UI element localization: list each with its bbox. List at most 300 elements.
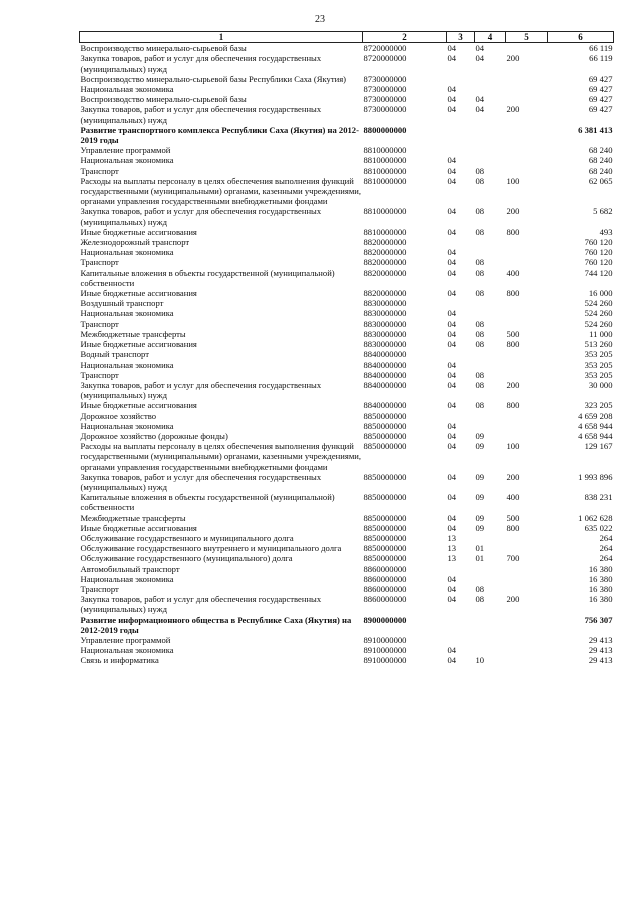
table-row [80,176,614,207]
row-amount: 353 205 [584,349,613,360]
row-subsection: 08 [475,379,485,390]
row-amount: 29 413 [588,655,613,666]
row-name: Обслуживание государственного и муниципального долга [80,532,294,543]
header-expense-type: 5 [506,32,548,43]
row-expense-type: 200 [506,206,520,217]
row-name: Управление программой [80,634,171,645]
row-amount: 5 682 [593,206,613,217]
row-expense-type [506,125,548,145]
row-section: 04 [447,369,457,380]
row-name: Капитальные вложения в объекты государственной (муниципальной) собственности [80,267,335,288]
row-name: Национальная экономика [80,359,174,370]
row-name: Водный транспорт [80,349,149,360]
row-code: 8850000000 [363,522,407,533]
row-section: 04 [447,645,457,656]
row-expense-type: 800 [506,288,520,299]
row-code: 8810000000 [363,145,407,156]
row-amount: 524 260 [584,308,613,319]
row-subsection: 09 [475,512,485,523]
row-section: 04 [447,84,457,95]
row-section [447,298,475,308]
row-name: Национальная экономика [80,247,174,258]
row-name: Национальная экономика [80,420,174,431]
table-row [80,513,614,523]
row-subsection [475,421,506,431]
row-subsection: 08 [475,226,485,237]
row-code: 8850000000 [363,543,407,554]
table-row [80,655,614,665]
row-section: 04 [447,430,457,441]
row-expense-type [506,155,548,165]
table-row [80,319,614,329]
row-subsection [475,349,506,359]
row-name: Железнодорожный транспорт [80,237,190,248]
row-section: 04 [447,318,457,329]
row-section: 04 [447,206,457,217]
row-amount: 29 413 [588,634,613,645]
row-name: Обслуживание государственного внутреннего и муниципального долга [80,543,342,554]
row-name: Национальная экономика [80,155,174,166]
row-amount: 4 659 208 [578,410,613,421]
row-expense-type [506,166,548,176]
row-expense-type [506,257,548,267]
table-row [80,635,614,645]
row-code: 8850000000 [363,410,407,421]
row-amount: 68 240 [588,165,613,176]
row-name: Воспроизводство минерально-сырьевой базы [80,43,247,54]
row-expense-type [506,237,548,247]
row-code: 8820000000 [363,257,407,268]
row-section: 04 [447,400,457,411]
row-amount: 16 380 [588,594,613,605]
row-name: Расходы на выплаты персоналу в целях обеспечения выполнения функций государственными (муниципальными) органами, казенными учреждениями, органами управления государственными внебюджетными фондами [80,441,362,472]
row-name: Дорожное хозяйство (дорожные фонды) [80,430,228,441]
table-row [80,268,614,288]
row-name: Связь и информатика [80,655,159,666]
row-subsection: 09 [475,430,485,441]
row-name: Закупка товаров, работ и услуг для обеспечения государственных (муниципальных) нужд [80,206,322,227]
row-section [447,635,475,645]
row-expense-type: 100 [506,441,520,452]
row-subsection: 08 [475,288,485,299]
row-section [447,74,475,84]
row-name: Межбюджетные трансферты [80,328,186,339]
row-name: Транспорт [80,257,119,268]
row-amount: 6 381 413 [578,124,613,135]
row-code: 8840000000 [363,369,407,380]
table-row [80,329,614,339]
row-expense-type: 500 [506,512,520,523]
row-name: Закупка товаров, работ и услуг для обеспечения государственных (муниципальных) нужд [80,104,322,125]
row-code: 8810000000 [363,206,407,217]
row-name: Обслуживание государственного (муниципального) долга [80,553,293,564]
row-name: Иные бюджетные ассигнования [80,400,197,411]
row-subsection: 08 [475,318,485,329]
row-code: 8730000000 [363,104,407,115]
row-section: 04 [447,441,457,452]
row-section: 04 [447,594,457,605]
row-subsection: 04 [475,43,485,54]
table-row [80,492,614,512]
row-amount: 69 427 [588,73,613,84]
row-amount: 66 119 [589,43,613,54]
row-amount: 69 427 [588,104,613,115]
row-name: Транспорт [80,165,119,176]
row-section: 04 [447,43,457,54]
row-code: 8860000000 [363,594,407,605]
row-section: 04 [447,257,457,268]
row-expense-type: 200 [506,471,520,482]
row-amount: 744 120 [584,267,613,278]
row-subsection [475,298,506,308]
row-code: 8910000000 [363,634,407,645]
row-code: 8730000000 [363,73,407,84]
row-subsection: 08 [475,165,485,176]
table-row [80,615,614,635]
row-expense-type [506,615,548,635]
row-code: 8810000000 [363,175,407,186]
table-row [80,74,614,84]
table-row [80,370,614,380]
row-expense-type [506,584,548,594]
table-row [80,543,614,553]
row-section: 13 [447,532,457,543]
row-expense-type [506,84,548,94]
table-row [80,421,614,431]
row-code: 8910000000 [363,655,407,666]
row-code: 8850000000 [363,441,407,452]
row-expense-type [506,533,548,543]
row-amount: 29 413 [588,645,613,656]
row-code: 8830000000 [363,339,407,350]
row-expense-type [506,319,548,329]
row-amount: 524 260 [584,298,613,309]
row-subsection: 08 [475,267,485,278]
row-expense-type: 200 [506,594,520,605]
row-subsection [475,145,506,155]
header-amount: 6 [548,32,614,43]
row-section: 04 [447,420,457,431]
row-expense-type [506,564,548,574]
row-expense-type: 400 [506,267,520,278]
row-code: 8830000000 [363,328,407,339]
table-row [80,645,614,655]
row-code: 8730000000 [363,84,407,95]
row-expense-type [506,635,548,645]
row-amount: 760 120 [584,237,613,248]
page-number: 23 [315,14,325,25]
row-name: Управление программой [80,145,171,156]
row-amount: 524 260 [584,318,613,329]
row-amount: 1 993 896 [578,471,613,482]
row-code: 8850000000 [363,492,407,503]
row-amount: 353 205 [584,359,613,370]
table-row [80,584,614,594]
row-section: 04 [447,512,457,523]
row-amount: 513 260 [584,339,613,350]
table-row [80,53,614,73]
row-code: 8830000000 [363,318,407,329]
row-expense-type: 800 [506,226,520,237]
row-subsection [475,533,506,543]
row-amount: 264 [599,553,613,564]
row-subsection [475,635,506,645]
row-section: 04 [447,53,457,64]
table-row [80,125,614,145]
table-row [80,155,614,165]
row-subsection [475,411,506,421]
header-code: 2 [363,32,447,43]
row-amount: 1 062 628 [578,512,613,523]
table-row [80,145,614,155]
table-row [80,523,614,533]
row-expense-type: 800 [506,522,520,533]
table-row [80,104,614,124]
row-amount: 760 120 [584,257,613,268]
row-subsection: 08 [475,206,485,217]
row-code: 8900000000 [363,614,407,625]
table-row [80,84,614,94]
row-amount: 129 167 [584,441,613,452]
row-subsection: 09 [475,441,485,452]
row-amount: 16 380 [588,583,613,594]
row-expense-type: 400 [506,492,520,503]
row-name: Закупка товаров, работ и услуг для обеспечения государственных (муниципальных) нужд [80,594,322,615]
row-subsection [475,125,506,145]
row-name: Капитальные вложения в объекты государственной (муниципальной) собственности [80,492,335,513]
row-code: 8840000000 [363,379,407,390]
table-row [80,43,614,54]
row-subsection: 04 [475,104,485,115]
header-subsection: 4 [475,32,506,43]
row-code: 8810000000 [363,155,407,166]
row-name: Транспорт [80,318,119,329]
row-code: 8820000000 [363,237,407,248]
table-row [80,594,614,614]
row-code: 8840000000 [363,400,407,411]
row-subsection [475,237,506,247]
row-section [447,125,475,145]
row-subsection: 01 [475,553,485,564]
row-subsection: 04 [475,53,485,64]
row-code: 8810000000 [363,226,407,237]
table-row [80,339,614,349]
row-section: 04 [447,226,457,237]
row-name: Национальная экономика [80,84,174,95]
row-amount: 756 307 [584,614,613,625]
row-code: 8850000000 [363,471,407,482]
row-code: 8850000000 [363,553,407,564]
row-name: Национальная экономика [80,573,174,584]
row-code: 8910000000 [363,645,407,656]
row-section [447,145,475,155]
table-row [80,360,614,370]
row-expense-type: 800 [506,400,520,411]
row-expense-type: 200 [506,104,520,115]
row-name: Развитие транспортного комплекса Республики Саха (Якутия) на 2012-2019 годы [80,124,359,146]
row-section [447,564,475,574]
row-subsection: 09 [475,522,485,533]
row-expense-type [506,43,548,54]
row-subsection [475,247,506,257]
table-row [80,349,614,359]
row-expense-type: 200 [506,379,520,390]
row-section: 04 [447,492,457,503]
row-section: 04 [447,583,457,594]
row-code: 8820000000 [363,247,407,258]
row-amount: 838 231 [584,492,613,503]
row-code: 8850000000 [363,430,407,441]
row-section: 04 [447,104,457,115]
row-subsection: 04 [475,94,485,105]
row-expense-type [506,298,548,308]
row-expense-type: 500 [506,328,520,339]
row-section: 13 [447,553,457,564]
row-subsection [475,155,506,165]
row-subsection: 10 [475,655,485,666]
table-row [80,206,614,226]
row-expense-type [506,370,548,380]
row-subsection [475,645,506,655]
row-amount: 11 000 [589,328,613,339]
row-name: Межбюджетные трансферты [80,512,186,523]
row-section [447,411,475,421]
header-section: 3 [447,32,475,43]
row-expense-type [506,247,548,257]
row-section: 04 [447,655,457,666]
row-amount: 69 427 [588,84,613,95]
table-row [80,94,614,104]
row-expense-type [506,543,548,553]
row-name: Закупка товаров, работ и услуг для обеспечения государственных (муниципальных) нужд [80,379,322,401]
row-subsection [475,360,506,370]
row-code: 8820000000 [363,267,407,278]
row-section: 04 [447,522,457,533]
row-code: 8720000000 [363,43,407,54]
row-subsection [475,308,506,318]
row-code: 8810000000 [363,165,407,176]
row-section: 13 [447,543,457,554]
row-subsection: 08 [475,369,485,380]
row-expense-type: 700 [506,553,520,564]
table-row [80,288,614,298]
row-code: 8820000000 [363,288,407,299]
table-row [80,553,614,563]
row-subsection: 08 [475,257,485,268]
table-row [80,564,614,574]
row-amount: 635 022 [584,522,613,533]
row-amount: 264 [599,532,613,543]
table-row [80,227,614,237]
row-amount: 30 000 [588,379,613,390]
row-name: Национальная экономика [80,645,174,656]
table-row [80,237,614,247]
header-name: 1 [80,32,363,43]
row-section: 04 [447,339,457,350]
row-section: 04 [447,165,457,176]
row-amount: 264 [599,543,613,554]
row-expense-type: 800 [506,339,520,350]
table-body [80,43,614,666]
row-expense-type [506,74,548,84]
row-subsection [475,564,506,574]
table-row [80,574,614,584]
row-code: 8840000000 [363,359,407,370]
row-section: 04 [447,288,457,299]
table-row [80,380,614,400]
budget-table [79,31,614,666]
table-row [80,308,614,318]
row-code: 8840000000 [363,349,407,360]
row-amount: 4 658 944 [578,420,613,431]
row-amount: 62 065 [588,175,613,186]
row-code: 8860000000 [363,573,407,584]
row-expense-type [506,349,548,359]
table-row [80,400,614,410]
table-row [80,533,614,543]
row-subsection: 09 [475,492,485,503]
row-amount: 69 427 [588,94,613,105]
row-name: Воздушный транспорт [80,298,164,309]
row-subsection [475,615,506,635]
row-amount: 66 119 [589,53,613,64]
row-name: Иные бюджетные ассигнования [80,288,197,299]
row-section [447,349,475,359]
row-section: 04 [447,471,457,482]
row-expense-type [506,94,548,104]
table-row [80,257,614,267]
row-section: 04 [447,379,457,390]
row-amount: 760 120 [584,247,613,258]
row-expense-type [506,655,548,665]
row-code: 8860000000 [363,583,407,594]
table-row [80,298,614,308]
row-amount: 68 240 [588,145,613,156]
row-name: Национальная экономика [80,308,174,319]
row-subsection [475,84,506,94]
row-expense-type [506,645,548,655]
row-name: Транспорт [80,583,119,594]
row-section: 04 [447,94,457,105]
row-expense-type: 200 [506,53,520,64]
row-name: Иные бюджетные ассигнования [80,522,197,533]
row-section: 04 [447,359,457,370]
table-row [80,441,614,472]
row-amount: 16 380 [588,573,613,584]
table-row [80,472,614,492]
row-code: 8830000000 [363,298,407,309]
row-name: Развитие информационного общества в Республике Саха (Якутия) на 2012-2019 годы [80,614,352,635]
row-expense-type [506,421,548,431]
row-amount: 68 240 [588,155,613,166]
row-section: 04 [447,155,457,166]
row-expense-type: 100 [506,175,520,186]
row-name: Закупка товаров, работ и услуг для обеспечения государственных (муниципальных) нужд [80,53,322,74]
row-section: 04 [447,328,457,339]
row-expense-type [506,411,548,421]
row-amount: 16 000 [588,288,613,299]
row-name: Автомобильный транспорт [80,563,180,574]
row-name: Иные бюджетные ассигнования [80,339,197,350]
row-amount: 323 205 [584,400,613,411]
row-code: 8830000000 [363,308,407,319]
row-expense-type [506,360,548,370]
row-section: 04 [447,267,457,278]
row-subsection: 08 [475,583,485,594]
row-section: 04 [447,247,457,258]
row-section [447,615,475,635]
row-subsection: 08 [475,339,485,350]
